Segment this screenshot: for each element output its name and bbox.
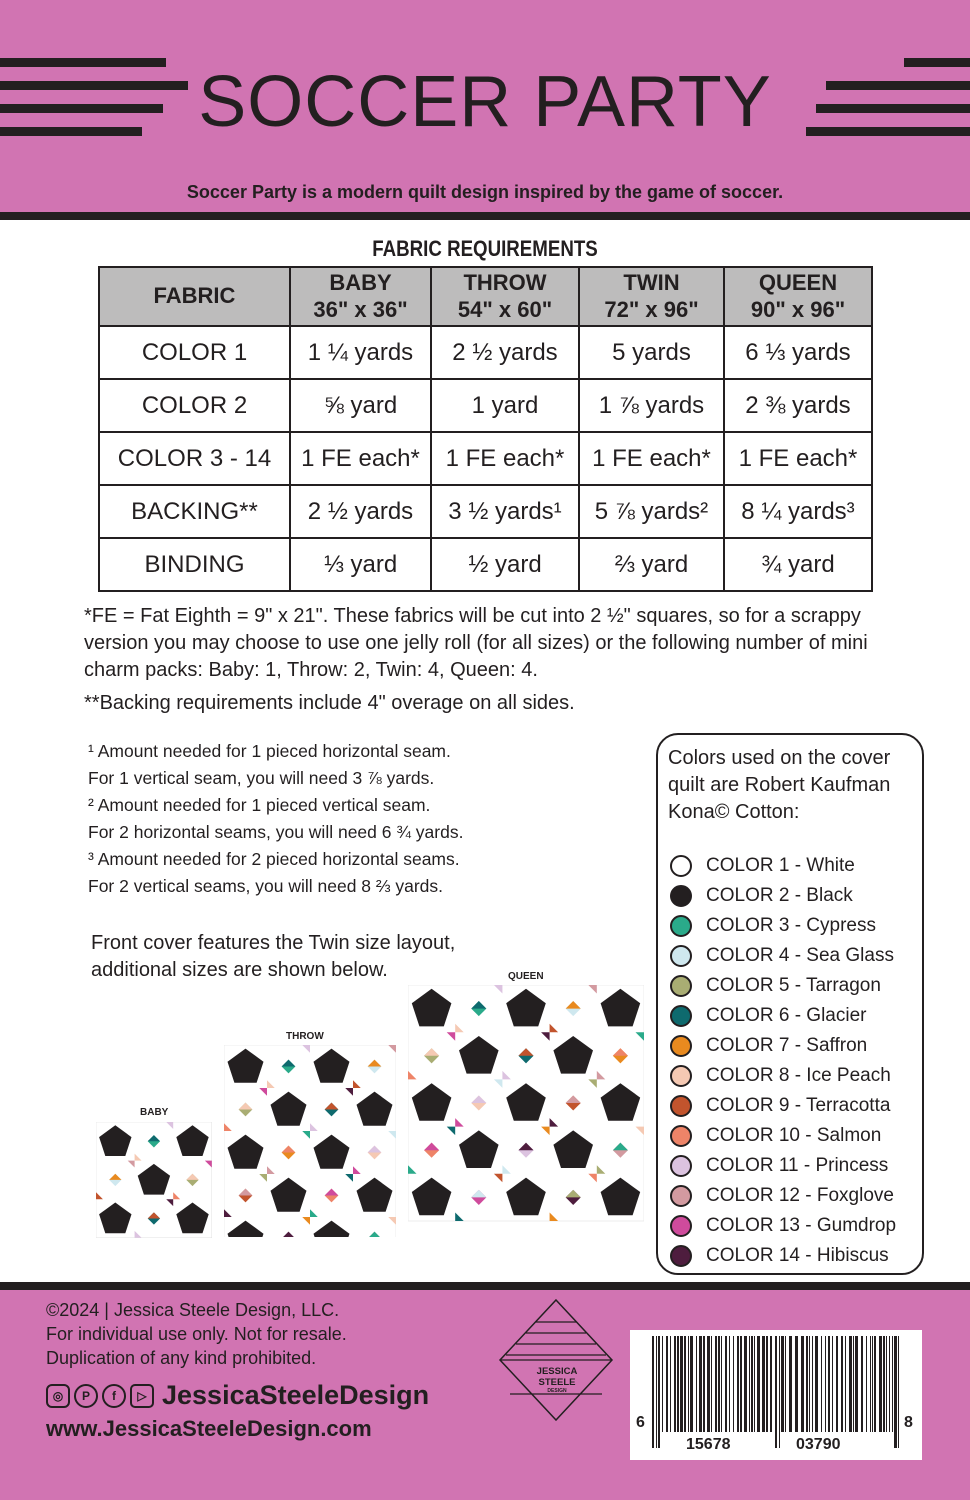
color-label: COLOR 13 - Gumdrop xyxy=(706,1215,897,1236)
table-cell: ¾ yard xyxy=(724,538,872,591)
color-swatch xyxy=(670,885,692,907)
barcode-bar xyxy=(821,1336,822,1432)
table-cell: 1 FE each* xyxy=(290,432,431,485)
table-cell: BACKING** xyxy=(99,485,290,538)
color-list xyxy=(670,851,896,1271)
table-cell: ⅝ yard xyxy=(290,379,431,432)
barcode-bar xyxy=(841,1336,843,1432)
colors-intro: Colors used on the cover quilt are Robert Kaufman Kona© Cotton: xyxy=(668,747,891,823)
front-note-line: Front cover features the Twin size layout, xyxy=(91,932,456,954)
footnote: For 1 vertical seam, you will need 3 ⅞ yards. xyxy=(88,768,435,788)
social-handle[interactable]: JessicaSteeleDesign xyxy=(162,1380,430,1410)
color-item xyxy=(670,851,896,881)
table-cell: 3 ½ yards¹ xyxy=(431,485,579,538)
barcode-bar xyxy=(898,1336,899,1448)
logo-line: DESIGN xyxy=(547,1388,567,1394)
baby-quilt-diagram xyxy=(96,1122,212,1238)
color-item xyxy=(670,1151,896,1181)
barcode-bar xyxy=(733,1336,734,1432)
table-row xyxy=(99,326,872,379)
barcode-bar xyxy=(749,1336,750,1432)
barcode-bar xyxy=(729,1336,730,1432)
color-label: COLOR 6 - Glacier xyxy=(706,1005,867,1026)
barcode-bar xyxy=(762,1336,765,1432)
barcode-bar xyxy=(754,1336,755,1432)
barcode-bar xyxy=(677,1336,679,1432)
barcode-bar xyxy=(690,1336,693,1432)
youtube-icon[interactable]: ▷ xyxy=(130,1384,154,1408)
color-label: COLOR 1 - White xyxy=(706,855,855,876)
barcode xyxy=(630,1330,922,1460)
table-cell: COLOR 1 xyxy=(99,326,290,379)
barcode-bar xyxy=(674,1336,676,1432)
barcode-bar xyxy=(892,1336,893,1432)
barcode-digit: 8 xyxy=(904,1414,913,1431)
color-item xyxy=(670,1031,896,1061)
barcode-bar xyxy=(656,1336,657,1448)
table-cell: 2 ½ yards xyxy=(290,485,431,538)
color-label: COLOR 8 - Ice Peach xyxy=(706,1065,891,1086)
color-label: COLOR 11 - Princess xyxy=(706,1155,889,1176)
facebook-icon[interactable]: f xyxy=(102,1384,126,1408)
barcode-bar xyxy=(795,1336,798,1432)
barcode-bar xyxy=(707,1336,710,1432)
barcode-bar xyxy=(815,1336,818,1432)
color-label: COLOR 3 - Cypress xyxy=(706,915,876,936)
footnote: ¹ Amount needed for 1 pieced horizontal seam. xyxy=(88,741,451,761)
color-label: COLOR 14 - Hibiscus xyxy=(706,1245,889,1266)
barcode-bar xyxy=(688,1336,689,1432)
barcode-bar xyxy=(828,1336,830,1432)
col-header-baby: BABY 36" x 36" xyxy=(290,267,431,326)
table-cell: COLOR 3 - 14 xyxy=(99,432,290,485)
barcode-bar xyxy=(757,1336,760,1432)
quilt-label-queen: QUEEN xyxy=(508,971,544,982)
color-label: COLOR 2 - Black xyxy=(706,885,853,906)
table-cell: 1 ⅞ yards xyxy=(579,379,724,432)
table-cell: COLOR 2 xyxy=(99,379,290,432)
barcode-bar xyxy=(886,1336,887,1432)
table-header-row xyxy=(99,267,872,326)
fabric-requirements-table xyxy=(98,266,873,592)
barcode-bar xyxy=(696,1336,697,1432)
table-cell: ⅓ yard xyxy=(290,538,431,591)
color-swatch xyxy=(670,1215,692,1237)
barcode-bar xyxy=(889,1336,890,1432)
website-link[interactable]: www.JessicaSteeleDesign.com xyxy=(46,1416,372,1441)
table-row xyxy=(99,538,872,591)
barcode-bar xyxy=(825,1336,826,1432)
barcode-bar xyxy=(711,1336,712,1432)
pinterest-icon[interactable]: P xyxy=(74,1384,98,1408)
copyright: ©2024 | Jessica Steele Design, LLC. xyxy=(46,1300,340,1320)
barcode-bar xyxy=(883,1336,885,1432)
backing-note: **Backing requirements include 4" overage on all sides. xyxy=(84,692,575,714)
color-swatch xyxy=(670,1065,692,1087)
color-swatch xyxy=(670,1185,692,1207)
color-item xyxy=(670,1061,896,1091)
barcode-bar xyxy=(845,1336,846,1432)
colors-used-box xyxy=(656,733,924,1275)
barcode-bar xyxy=(680,1336,683,1432)
barcode-bar xyxy=(670,1336,671,1432)
barcode-bar xyxy=(789,1336,792,1432)
table-cell: 1 FE each* xyxy=(431,432,579,485)
barcode-bar xyxy=(737,1336,739,1432)
barcode-bar xyxy=(879,1336,882,1432)
color-swatch xyxy=(670,945,692,967)
table-cell: 1 FE each* xyxy=(579,432,724,485)
barcode-bar xyxy=(836,1336,838,1432)
barcode-bar xyxy=(699,1336,702,1432)
throw-quilt-diagram xyxy=(224,1045,396,1237)
barcode-bar xyxy=(779,1336,780,1448)
color-label: COLOR 9 - Terracotta xyxy=(706,1095,891,1116)
barcode-bar xyxy=(781,1336,784,1432)
color-item xyxy=(670,941,896,971)
col-header-twin: TWIN 72" x 96" xyxy=(579,267,724,326)
color-item xyxy=(670,1211,896,1241)
footnote: ² Amount needed for 1 pieced vertical seam. xyxy=(88,795,431,815)
color-swatch xyxy=(670,1245,692,1267)
use-notice: For individual use only. Not for resale. xyxy=(46,1324,347,1344)
color-item xyxy=(670,1001,896,1031)
footnote: ³ Amount needed for 2 pieced horizontal seams. xyxy=(88,849,460,869)
color-label: COLOR 7 - Saffron xyxy=(706,1035,868,1056)
table-cell: 1 FE each* xyxy=(724,432,872,485)
footnote: For 2 horizontal seams, you will need 6 ¾ yards. xyxy=(88,822,464,842)
color-label: COLOR 10 - Salmon xyxy=(706,1125,882,1146)
table-cell: ½ yard xyxy=(431,538,579,591)
barcode-bar xyxy=(715,1336,717,1432)
instagram-icon[interactable]: ◎ xyxy=(46,1384,70,1408)
footnote: For 2 vertical seams, you will need 8 ⅔ yards. xyxy=(88,876,444,896)
color-swatch xyxy=(670,975,692,997)
barcode-bar xyxy=(718,1336,720,1432)
color-swatch xyxy=(670,1035,692,1057)
table-cell: 5 ⅞ yards² xyxy=(579,485,724,538)
table-cell: 1 ¼ yards xyxy=(290,326,431,379)
col-header-fabric: FABRIC xyxy=(99,267,290,326)
table-cell: 1 yard xyxy=(431,379,579,432)
color-item xyxy=(670,1181,896,1211)
barcode-bar xyxy=(666,1336,668,1432)
barcode-bar xyxy=(832,1336,833,1432)
barcode-bar xyxy=(744,1336,747,1432)
color-swatch xyxy=(670,1005,692,1027)
barcode-bar xyxy=(725,1336,727,1432)
logo-text xyxy=(522,1366,592,1395)
table-row xyxy=(99,379,872,432)
barcode-bar xyxy=(855,1336,858,1432)
color-label: COLOR 5 - Tarragon xyxy=(706,975,881,996)
barcode-bar xyxy=(785,1336,786,1432)
table-cell: 2 ⅜ yards xyxy=(724,379,872,432)
barcode-bar xyxy=(751,1336,753,1432)
barcode-digit: 03790 xyxy=(796,1436,841,1453)
fat-eighth-note: *FE = Fat Eighth = 9" x 21". These fabrics will be cut into 2 ½" squares, so for a scrappy version you may choose to use one jelly roll (for all sizes) or the following number of mini charm packs: Baby: 1, Throw: 2, Twin: 4, Queen: 4. xyxy=(84,605,868,681)
barcode-bar xyxy=(703,1336,705,1432)
color-swatch xyxy=(670,915,692,937)
barcode-bar xyxy=(652,1336,654,1448)
barcode-bar xyxy=(809,1336,810,1432)
barcode-bar xyxy=(770,1336,772,1432)
quilt-label-throw: THROW xyxy=(286,1031,324,1042)
table-row xyxy=(99,432,872,485)
col-header-throw: THROW 54" x 60" xyxy=(431,267,579,326)
queen-quilt-diagram xyxy=(408,985,644,1237)
color-item xyxy=(670,1091,896,1121)
barcode-bar xyxy=(806,1336,808,1432)
front-note-line: additional sizes are shown below. xyxy=(91,959,388,981)
color-swatch xyxy=(670,1125,692,1147)
header-divider xyxy=(0,212,970,220)
barcode-bar xyxy=(684,1336,686,1432)
barcode-bar xyxy=(662,1336,663,1432)
color-swatch xyxy=(670,1095,692,1117)
table-cell: 5 yards xyxy=(579,326,724,379)
duplication-notice: Duplication of any kind prohibited. xyxy=(46,1348,317,1368)
color-label: COLOR 12 - Foxglove xyxy=(706,1185,894,1206)
color-swatch xyxy=(670,855,692,877)
tagline: Soccer Party is a modern quilt design inspired by the game of soccer. xyxy=(186,182,784,202)
barcode-bar xyxy=(861,1336,863,1432)
social-row xyxy=(46,1380,429,1411)
page-title: SOCCER PARTY xyxy=(198,62,772,142)
backing-footnotes xyxy=(88,738,463,900)
barcode-bar xyxy=(853,1336,854,1432)
footer-divider xyxy=(0,1282,970,1290)
barcode-bar xyxy=(658,1336,660,1448)
table-cell: BINDING xyxy=(99,538,290,591)
barcode-digit: 6 xyxy=(636,1414,645,1431)
table-cell: 2 ½ yards xyxy=(431,326,579,379)
barcode-bars xyxy=(630,1330,922,1460)
barcode-bar xyxy=(872,1336,873,1432)
color-item xyxy=(670,911,896,941)
color-item xyxy=(670,1241,896,1271)
barcode-bar xyxy=(870,1336,871,1432)
barcode-bar xyxy=(740,1336,742,1432)
barcode-bar xyxy=(721,1336,722,1432)
color-item xyxy=(670,971,896,1001)
fabric-requirements-title: FABRIC REQUIREMENTS xyxy=(372,236,598,261)
notes xyxy=(84,603,904,717)
barcode-bar xyxy=(766,1336,768,1432)
table-cell: ⅔ yard xyxy=(579,538,724,591)
quilt-label-baby: BABY xyxy=(140,1107,169,1118)
barcode-bar xyxy=(801,1336,804,1432)
color-item xyxy=(670,1121,896,1151)
table-row xyxy=(99,485,872,538)
front-cover-note xyxy=(91,930,455,984)
color-swatch xyxy=(670,1155,692,1177)
barcode-bar xyxy=(866,1336,867,1432)
col-header-queen: QUEEN 90" x 96" xyxy=(724,267,872,326)
barcode-bar xyxy=(775,1336,777,1448)
logo-line: STEELE xyxy=(538,1377,576,1388)
barcode-bar xyxy=(812,1336,813,1432)
barcode-bar xyxy=(874,1336,876,1432)
logo-line: JESSICA xyxy=(536,1366,578,1377)
barcode-bar xyxy=(849,1336,852,1432)
barcode-bar xyxy=(894,1336,897,1448)
color-label: COLOR 4 - Sea Glass xyxy=(706,945,894,966)
table-cell: 6 ⅓ yards xyxy=(724,326,872,379)
color-item xyxy=(670,881,896,911)
footer-legal xyxy=(46,1298,347,1370)
barcode-digit: 15678 xyxy=(686,1436,731,1453)
table-cell: 8 ¼ yards³ xyxy=(724,485,872,538)
